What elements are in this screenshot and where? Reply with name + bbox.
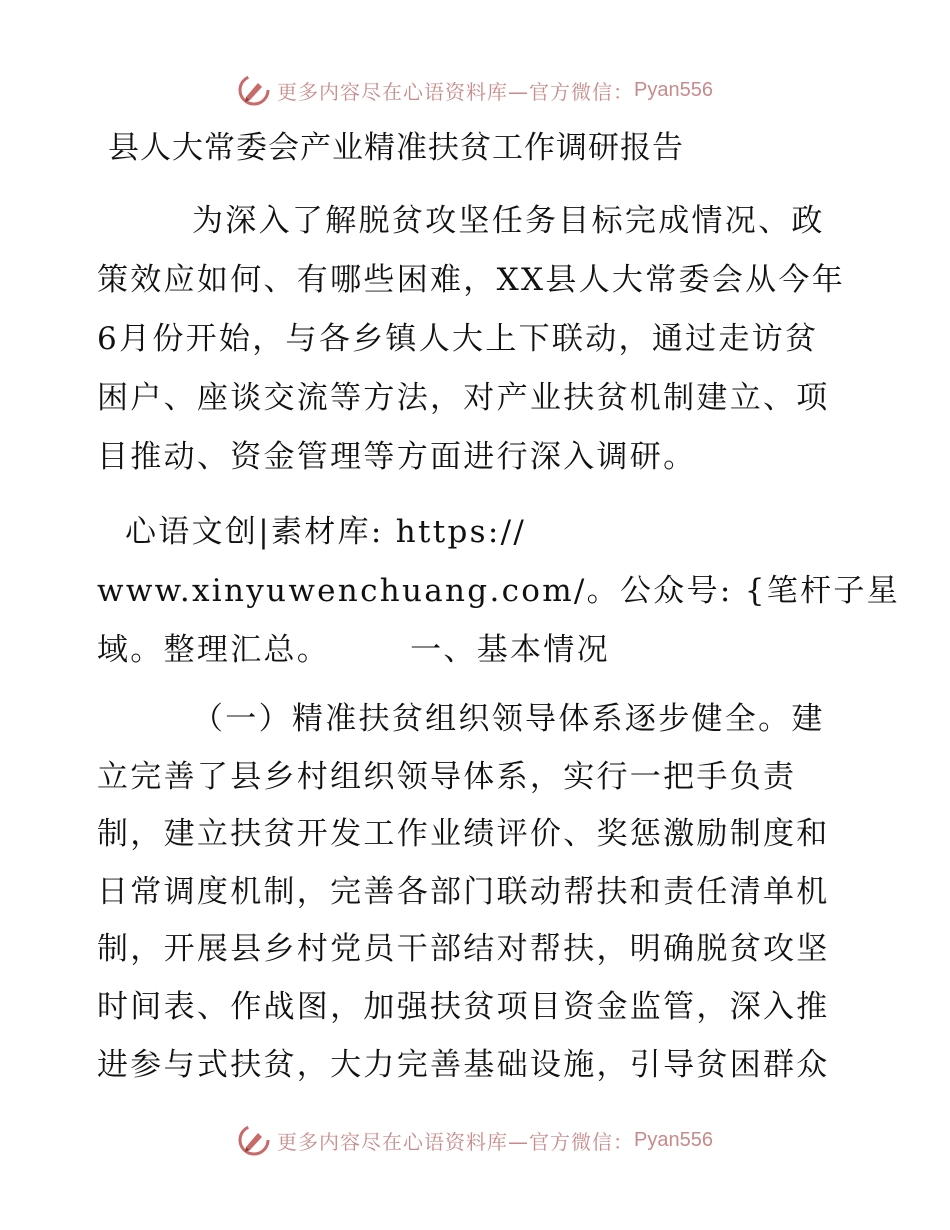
text-line: 心语文创|素材库: https:// [125,514,527,550]
text-line: 进参与式扶贫，大力完善基础设施，引导贫困群众 [97,1046,830,1083]
text-line: 日常调度机制，完善各部门联动帮扶和责任清单机 [97,873,830,910]
text-line: 策效应如何、有哪些困难，XX县人大常委会从今年 [97,262,846,298]
text-line: www.xinyuwenchuang.com/。公众号: {笔杆子星 [97,573,900,609]
section-heading: 一、基本情况 [410,632,610,668]
text-line: 6月份开始，与各乡镇人大上下联动，通过走访贫 [97,321,819,357]
wechat-id: Pyan556 [634,1128,713,1151]
pen-nib-circle-logo [237,73,271,107]
paragraph-source-note [97,503,900,680]
text-line: （一）精准扶贫组织领导体系逐步健全。建 [192,701,825,737]
paragraph-section-one [97,690,857,1093]
header-watermark [0,70,950,110]
text-line: 时间表、作战图，加强扶贫项目资金监管，深入推 [97,988,830,1025]
document-title: 县人大常委会产业精准扶贫工作调研报告 [108,130,684,166]
paragraph-intro [97,192,857,487]
text-line: 为深入了解脱贫攻坚任务目标完成情况、政 [192,203,825,239]
watermark-text: 更多内容尽在心语资料库—官方微信： [277,79,635,104]
footer-watermark [0,1120,950,1160]
text-line: 目推动、资金管理等方面进行深入调研。 [97,439,697,475]
text-line: 困户、座谈交流等方法，对产业扶贫机制建立、项 [97,380,830,416]
text-line: 制，开展县乡村党员干部结对帮扶，明确脱贫攻坚 [97,931,830,968]
wechat-id: Pyan556 [634,78,713,101]
watermark-text: 更多内容尽在心语资料库—官方微信： [277,1129,635,1154]
text-fragment: 域。整理汇总。 [97,632,331,668]
pen-nib-circle-logo [237,1123,271,1157]
text-line: 立完善了县乡村组织领导体系，实行一把手负责 [97,758,797,795]
text-line: 制，建立扶贫开发工作业绩评价、奖惩激励制度和 [97,816,830,853]
text-line [97,621,857,680]
